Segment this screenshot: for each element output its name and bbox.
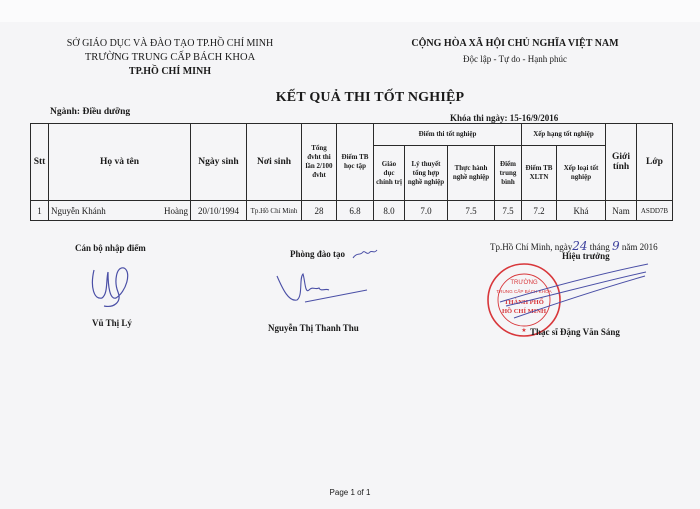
entry-officer-signature-icon [88, 262, 138, 312]
header-class: Lớp [637, 124, 673, 201]
header-practice: Thực hành nghề nghiệp [448, 146, 495, 201]
cell-last-middle-name: Nguyễn Khánh [51, 205, 106, 216]
department-name: SỞ GIÁO DỤC VÀ ĐÀO TẠO TP.HỒ CHÍ MINH [66, 38, 274, 49]
sign-date-prefix: Tp.Hồ Chí Minh, ngày [490, 242, 573, 252]
cell-exam-avg: 7.5 [495, 201, 522, 221]
header-name: Họ và tên [49, 124, 191, 201]
cell-grad-avg: 7.2 [522, 201, 557, 221]
header-rank-group: Xếp hạng tốt nghiệp [522, 124, 606, 146]
entry-officer-name: Vũ Thị Lý [92, 318, 132, 328]
header-gpa: Điểm TB học tập [337, 124, 374, 201]
cell-birthplace: Tp.Hồ Chí Minh [247, 201, 302, 221]
country-name: CỘNG HÒA XÃ HỘI CHỦ NGHĨA VIỆT NAM [411, 38, 619, 49]
header-politics: Giáo dục chính trị [374, 146, 405, 201]
scan-top-strip [0, 0, 700, 22]
motto: Độc lập - Tự do - Hạnh phúc [463, 54, 567, 64]
header-exam-group: Điểm thi tốt nghiệp [374, 124, 522, 146]
table-row [31, 201, 673, 221]
exam-date: Khóa thi ngày: 15-16/9/2016 [450, 113, 559, 123]
header-classification: Xếp loại tốt nghiệp [557, 146, 606, 201]
header-stt: Stt [31, 124, 49, 201]
cell-practice: 7.5 [448, 201, 495, 221]
school-name: TRƯỜNG TRUNG CẤP BÁCH KHOA [84, 52, 256, 63]
cell-gpa: 6.8 [337, 201, 374, 221]
national-header [400, 38, 630, 64]
cell-first-name: Hoàng [164, 205, 188, 216]
stamp-line1: TRƯỜNG [510, 280, 538, 286]
stamp-line3: THÀNH PHỐ [504, 299, 544, 306]
sign-month-label: tháng [589, 242, 610, 252]
cell-dob: 20/10/1994 [191, 201, 247, 221]
stamp-line2: TRUNG CẤP BÁCH KHOA [496, 289, 552, 294]
svg-text:★: ★ [521, 328, 527, 334]
cell-credits: 28 [302, 201, 337, 221]
training-office-initials-icon [352, 248, 378, 260]
entry-officer-role: Cán bộ nhập điểm [75, 243, 146, 253]
training-office-signature-icon [275, 268, 370, 313]
results-table [30, 123, 673, 221]
header-credits: Tổng đvht thi lần 2/100 đvht [302, 124, 337, 201]
cell-stt: 1 [31, 201, 49, 221]
cell-theory: 7.0 [405, 201, 448, 221]
training-office-name: Nguyễn Thị Thanh Thu [268, 323, 359, 333]
sign-year: năm 2016 [621, 242, 658, 252]
major-label: Ngành: Điều dưỡng [50, 107, 131, 117]
header-birthplace: Nơi sinh [247, 124, 302, 201]
sign-day: 24 [572, 239, 588, 253]
cell-name [49, 201, 191, 221]
principal-name: Thạc sĩ Đặng Văn Sáng [530, 327, 620, 337]
training-office-role: Phòng đào tạo [290, 249, 346, 259]
header-dob: Ngày sinh [191, 124, 247, 201]
stamp-line4: HỒ CHÍ MINH [501, 308, 547, 315]
document-title: KẾT QUẢ THI TỐT NGHIỆP [275, 90, 465, 105]
header-exam-avg: Điểm trung bình [495, 146, 522, 201]
cell-class: ASDD7B [637, 201, 673, 221]
issuer-header [40, 37, 300, 79]
cell-politics: 8.0 [374, 201, 405, 221]
header-gender: Giới tính [606, 124, 637, 201]
sign-month: 9 [612, 239, 620, 253]
cell-classification: Khá [557, 201, 606, 221]
page-number: Page 1 of 1 [329, 488, 371, 497]
principal-role: Hiệu trưởng [562, 251, 610, 261]
header-theory: Lý thuyết tổng hợp nghề nghiệp [405, 146, 448, 201]
cell-gender: Nam [606, 201, 637, 221]
header-grad-avg: Điểm TB XLTN [522, 146, 557, 201]
school-city: TP.HỒ CHÍ MINH [128, 66, 212, 77]
